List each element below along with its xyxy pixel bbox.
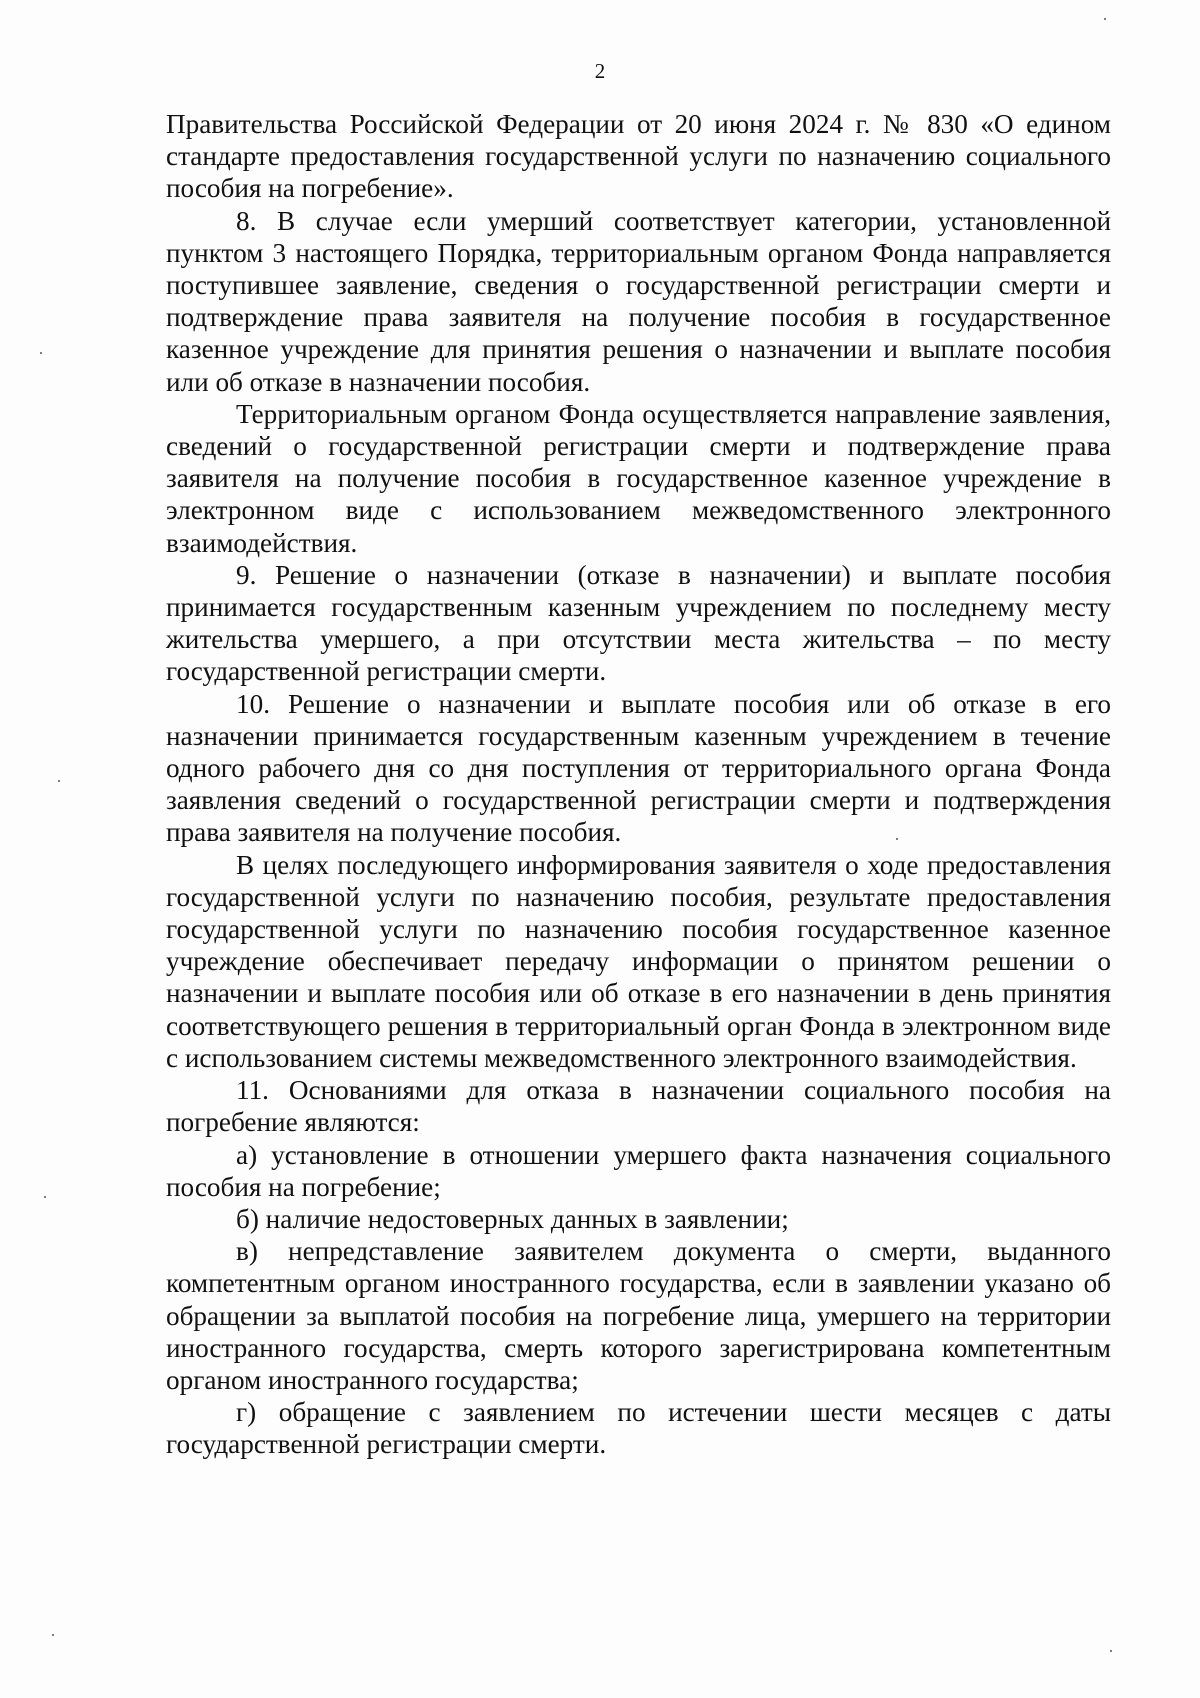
paragraph-item-10-continuation: В целях последующего информирования заявителя о ходе предоставления государственной услуги по назначению пособия, результате предоставления государственной услуги по назначению пособия государственное казенное учреждение обеспечивает передачу информации о принятом решении о назначении и выплате пособия или об отказе в его назначении в день принятия соответствующего решения в территориальный орган Фонда в электронном виде с использованием системы межведомственного электронного взаимодействия. — [166, 849, 1111, 1073]
list-item-a: а) установление в отношении умершего факта назначения социального пособия на погребение; — [166, 1139, 1111, 1202]
list-item-g: г) обращение с заявлением по истечении шести месяцев с даты государственной регистрации смерти. — [166, 1397, 1111, 1460]
scan-speck — [1104, 18, 1106, 20]
scan-speck — [1110, 1650, 1112, 1652]
paragraph-intro-continuation: Правительства Российской Федерации от 20 июня 2024 г. № 830 «О едином стандарте предоставления государственной услуги по назначению социального пособия на погребение». — [166, 109, 1111, 204]
page-number: 2 — [594, 59, 606, 83]
scan-speck — [44, 1196, 46, 1198]
paragraph-item-10: 10. Решение о назначении и выплате пособия или об отказе в его назначении принимается государственным казенным учреждением в течение одного рабочего дня со дня поступления от территориального органа Фонда заявления сведений о государственной регистрации смерти и подтверждения права заявителя на получение пособия. — [166, 688, 1111, 848]
paragraph-item-11: 11. Основаниями для отказа в назначении социального пособия на погребение являются: — [166, 1075, 1111, 1138]
paragraph-item-8-continuation: Территориальным органом Фонда осуществляется направление заявления, сведений о государственной регистрации смерти и подтверждение права заявителя на получение пособия в государственное казенное учреждение в электронном виде с использованием межведомственного электронного взаимодействия. — [166, 398, 1111, 558]
paragraph-item-9: 9. Решение о назначении (отказе в назначении) и выплате пособия принимается государственным казенным учреждением по последнему месту жительства умершего, а при отсутствии места жительства – по месту государственной регистрации смерти. — [166, 559, 1111, 687]
list-item-v: в) непредставление заявителем документа о смерти, выданного компетентным органом иностранного государства, если в заявлении указано об обращении за выплатой пособия на погребение лица, умершего на территории иностранного государства, смерть которого зарегистрирована компетентным органом иностранного государства; — [166, 1236, 1111, 1395]
scan-speck — [896, 838, 898, 840]
paragraph-item-8: 8. В случае если умерший соответствует категории, установленной пунктом 3 настоящего Порядка, территориальным органом Фонда направляется поступившее заявление, сведения о государственной регистрации смерти и подтверждение права заявителя на получение пособия в государственное казенное учреждение для принятия решения о назначении и выплате пособия или об отказе в назначении пособия. — [166, 205, 1111, 397]
scan-speck — [58, 780, 60, 782]
scan-speck — [52, 1634, 54, 1636]
list-item-b: б) наличие недостоверных данных в заявлении; — [236, 1203, 789, 1234]
document-body — [166, 108, 1111, 1461]
scan-speck — [40, 352, 42, 354]
